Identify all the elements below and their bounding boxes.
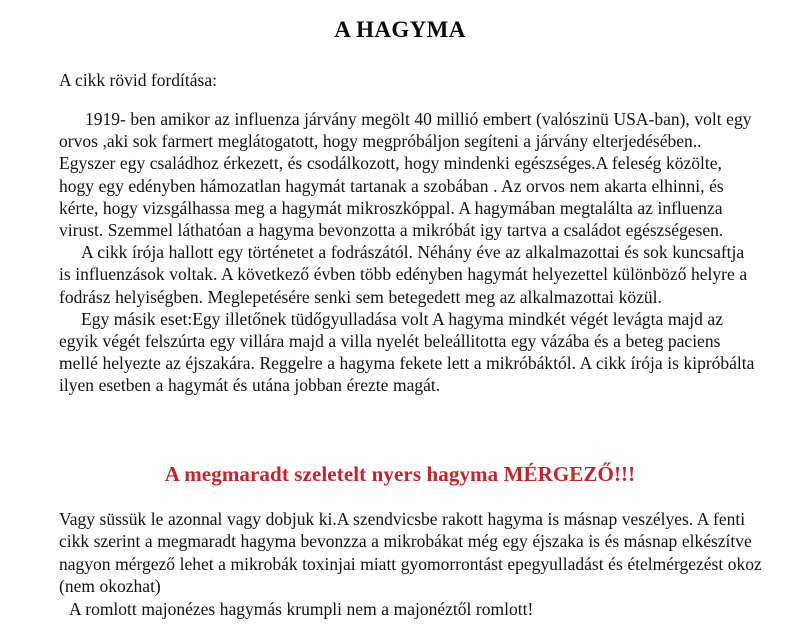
document-closing [59,508,769,620]
closing-paragraph-2: A romlott majonézes hagymás krumpli nem a majonéztől romlott! [69,598,534,619]
paragraph-3: Egy másik eset:Egy illetőnek tüdőgyulladása volt A hagyma mindkét végét levágta majd az egyik végét felszúrta egy villára majd a villa nyelét beleállitotta egy vázába és a beteg paciens mellé helyezte az éjszakára. Reggelre a hagyma fekete lett a mikróbáktól. A cikk írója is kipróbálta ilyen esetben a hagymát és utána jobban érezte magát. [59,308,755,396]
paragraph-2: A cikk írója hallott egy történetet a fodrászától. Néhány éve az alkalmazottai és sok kuncsaftja is influenzások voltak. A következő évben több edényben hagymát helyezettel különböző helyre a fodrász helyiségben. Meglepetésére senki sem betegedett meg az alkalmazottai közül. [59,242,748,307]
page-title: A HAGYMA [334,17,466,43]
document-body [59,70,759,397]
paragraph-1: 1919- ben amikor az influenza járvány megölt 40 millió embert (valószinü USA-ban), volt egy orvos ,aki sok farmert meglátogatott, hogy megpróbáljon segíteni a járvány elterjedésében.. Egyszer egy családhoz érkezett, és csodálkozott, hogy mindenki egészséges.A feleség közölte, hogy egy edényben hámozatlan hagymát tartanak a szobában . Az orvos nem akarta elhinni, és kérte, hogy vizsgálhassa meg a hagymát mikroszkóppal. A hagymában megtalálta az influenza virust. Szemmel láthatóan a hagyma bevonzotta a mikróbát igy tartva a családot egészségesen. [59,109,752,241]
warning-heading: A megmaradt szeletelt nyers hagyma MÉRGEZŐ!!! [164,462,636,486]
closing-paragraph-1: Vagy süssük le azonnal vagy dobjuk ki.A szendvicsbe rakott hagyma is másnap veszélyes. A fenti cikk szerint a megmaradt hagyma bevonzza a mikrobákat még egy éjszaka is és másnap elkészítve nagyon mérgező lehet a mikrobák toxinjai miatt gyomorrontást epegyulladást és ételmérgezést okoz (nem okozhat) [59,509,762,597]
lead-line: A cikk rövid fordítása: [59,70,217,90]
